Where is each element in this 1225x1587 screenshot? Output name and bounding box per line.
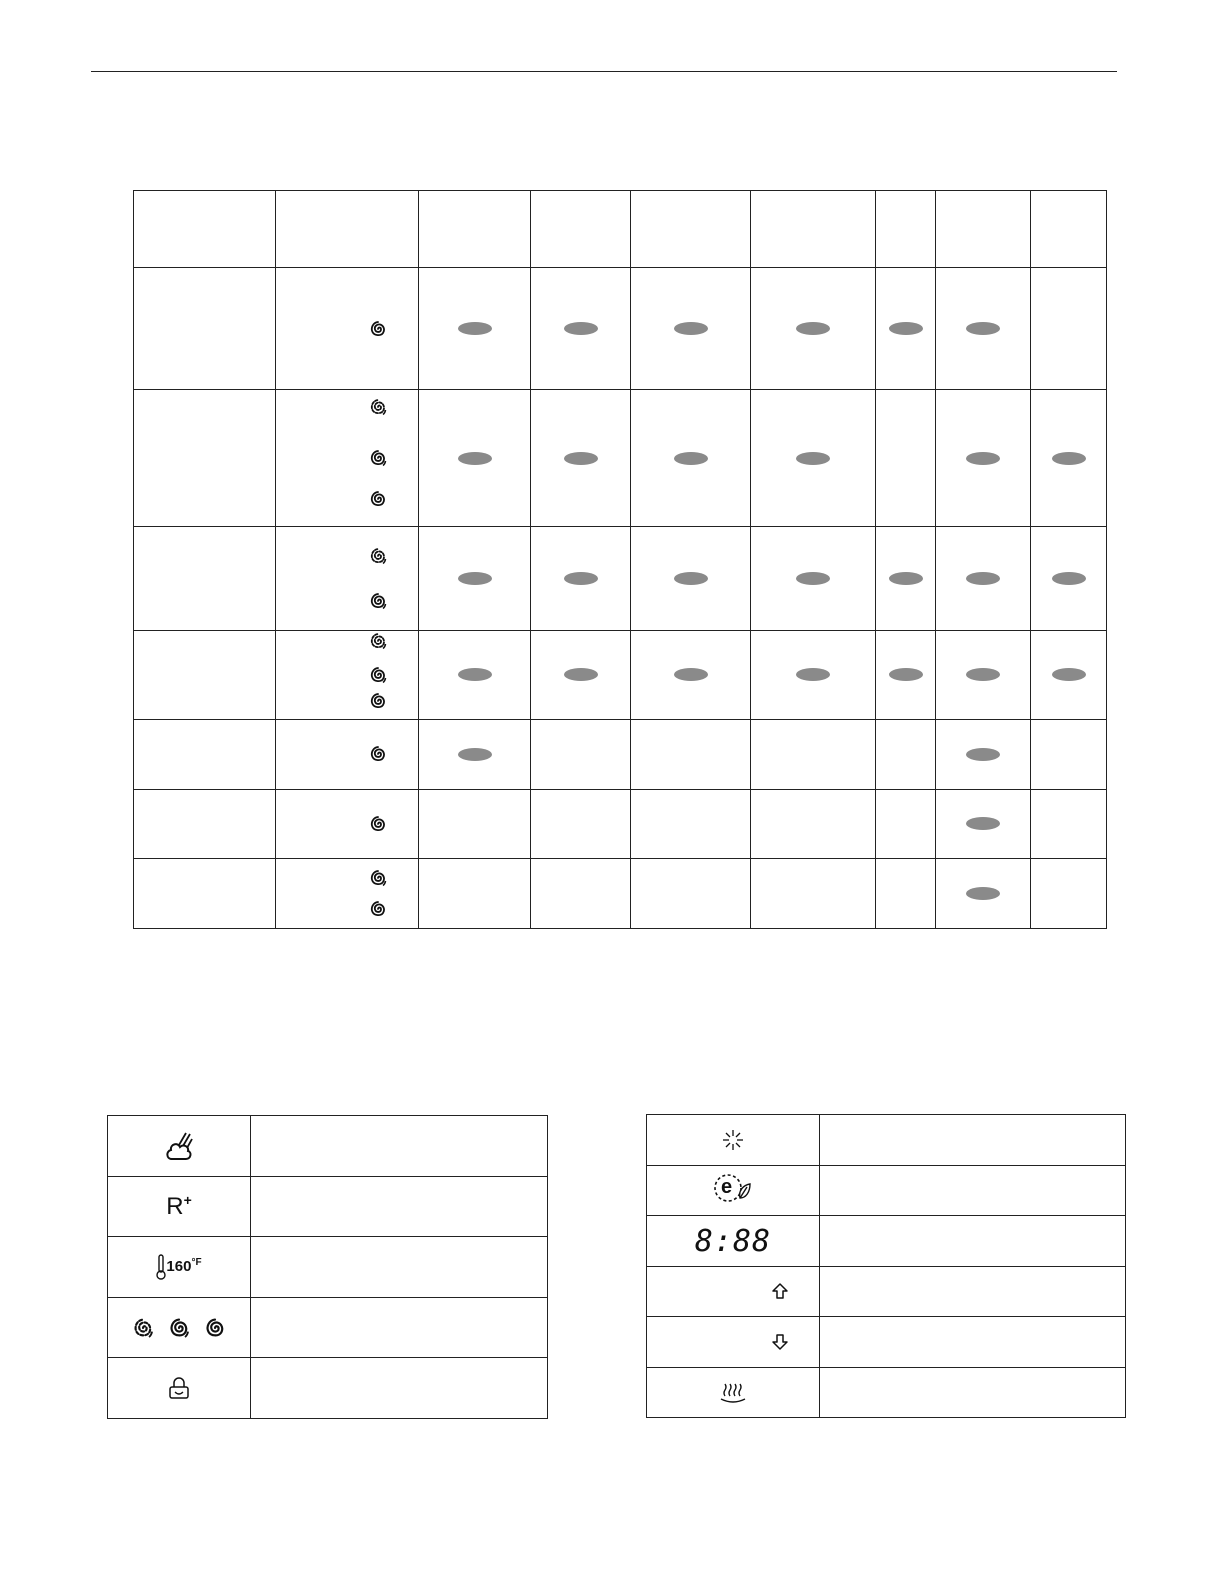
heavy-soil-icon bbox=[368, 691, 388, 711]
option-cell bbox=[1031, 858, 1107, 928]
option-available-dot bbox=[966, 817, 1000, 830]
option-cell bbox=[418, 789, 531, 858]
steam-icon bbox=[164, 1137, 194, 1154]
arrow-up-icon bbox=[771, 1283, 789, 1300]
option-cell bbox=[1031, 527, 1107, 630]
option-cell bbox=[418, 858, 531, 928]
medium-soil-icon bbox=[368, 665, 388, 685]
legend-table-left bbox=[107, 1115, 548, 1419]
energy-saver-glyph: e bbox=[721, 1176, 733, 1198]
light-soil-icon bbox=[368, 546, 388, 566]
option-available-dot bbox=[889, 572, 923, 585]
legend-description-cell bbox=[251, 1237, 548, 1298]
option-available-dot bbox=[966, 452, 1000, 465]
soil-level-cell bbox=[275, 789, 418, 858]
option-cell bbox=[1031, 630, 1107, 719]
option-cell bbox=[418, 527, 531, 630]
legend-description-cell bbox=[251, 1298, 548, 1358]
legend-row bbox=[108, 1116, 548, 1177]
legend-icon-cell bbox=[647, 1115, 820, 1166]
option-cell bbox=[876, 789, 936, 858]
option-available-dot bbox=[966, 748, 1000, 761]
medium-soil-icon bbox=[368, 868, 388, 888]
option-cell bbox=[936, 268, 1031, 390]
table-row bbox=[134, 630, 1107, 719]
legend-row bbox=[108, 1237, 548, 1298]
legend-description-cell bbox=[251, 1358, 548, 1419]
option-cell bbox=[751, 719, 876, 789]
legend-description-cell bbox=[820, 1317, 1126, 1368]
option-available-dot bbox=[674, 452, 708, 465]
option-available-dot bbox=[458, 668, 492, 681]
sanitize-temp-unit: °F bbox=[191, 1256, 202, 1268]
header-cell bbox=[751, 191, 876, 268]
option-cell bbox=[1031, 268, 1107, 390]
child-lock-icon bbox=[168, 1379, 190, 1396]
option-available-dot bbox=[1052, 572, 1086, 585]
option-cell bbox=[1031, 390, 1107, 527]
legend-icon-cell bbox=[647, 1317, 820, 1368]
legend-row bbox=[108, 1177, 548, 1237]
light-soil-icon bbox=[368, 631, 388, 651]
option-cell bbox=[876, 719, 936, 789]
heavy-soil-icon bbox=[368, 319, 388, 339]
option-available-dot bbox=[458, 322, 492, 335]
option-cell bbox=[936, 527, 1031, 630]
option-available-dot bbox=[564, 452, 598, 465]
legend-icon-cell bbox=[647, 1368, 820, 1418]
heavy-soil-icon bbox=[368, 899, 388, 919]
legend-description-cell bbox=[251, 1177, 548, 1237]
option-cell bbox=[531, 858, 631, 928]
soil-level-cell bbox=[275, 527, 418, 630]
legend-row bbox=[647, 1166, 1126, 1216]
legend-icon-cell bbox=[108, 1177, 251, 1237]
legend-icon-cell bbox=[647, 1267, 820, 1317]
option-cell bbox=[751, 858, 876, 928]
heavy-soil-icon bbox=[368, 814, 388, 834]
option-cell bbox=[876, 268, 936, 390]
table-row bbox=[134, 390, 1107, 527]
sanitize-temp-label: 160 bbox=[166, 1257, 192, 1275]
legend-description-cell bbox=[820, 1166, 1126, 1216]
legend-row bbox=[647, 1368, 1126, 1418]
heated-dry-icon bbox=[719, 1384, 747, 1401]
table-row bbox=[134, 719, 1107, 789]
option-cell bbox=[936, 630, 1031, 719]
option-cell bbox=[936, 789, 1031, 858]
option-cell bbox=[876, 390, 936, 527]
medium-soil-icon bbox=[368, 591, 388, 611]
option-cell bbox=[531, 527, 631, 630]
option-cell bbox=[418, 630, 531, 719]
table-row bbox=[134, 789, 1107, 858]
option-cell bbox=[418, 390, 531, 527]
cycle-name-cell bbox=[134, 390, 276, 527]
cycle-options-table bbox=[133, 190, 1107, 929]
option-available-dot bbox=[966, 668, 1000, 681]
heavy-soil-icon bbox=[368, 744, 388, 764]
option-cell bbox=[936, 858, 1031, 928]
soil-level-cell bbox=[275, 719, 418, 789]
option-cell bbox=[631, 268, 751, 390]
option-available-dot bbox=[674, 572, 708, 585]
option-cell bbox=[1031, 789, 1107, 858]
thermometer-icon bbox=[156, 1254, 166, 1280]
legend-description-cell bbox=[251, 1116, 548, 1177]
option-available-dot bbox=[796, 572, 830, 585]
cycle-name-cell bbox=[134, 268, 276, 390]
option-available-dot bbox=[458, 572, 492, 585]
soil-level-cell bbox=[275, 268, 418, 390]
cycle-name-cell bbox=[134, 527, 276, 630]
legend-icon-cell bbox=[108, 1237, 251, 1298]
legend-description-cell bbox=[820, 1368, 1126, 1418]
table-row bbox=[134, 858, 1107, 928]
arrow-down-icon bbox=[771, 1333, 789, 1350]
soil-level-cell bbox=[275, 630, 418, 719]
option-available-dot bbox=[796, 322, 830, 335]
soil-level-cell bbox=[275, 858, 418, 928]
legend-row bbox=[108, 1298, 548, 1358]
option-cell bbox=[531, 719, 631, 789]
option-cell bbox=[876, 630, 936, 719]
option-available-dot bbox=[966, 572, 1000, 585]
digital-display-icon: 8:88 bbox=[694, 1223, 772, 1259]
medium-soil-icon bbox=[167, 1319, 191, 1336]
legend-row bbox=[647, 1115, 1126, 1166]
option-cell bbox=[751, 527, 876, 630]
legend-row bbox=[647, 1267, 1126, 1317]
option-cell bbox=[876, 527, 936, 630]
option-available-dot bbox=[458, 452, 492, 465]
table-row bbox=[134, 527, 1107, 630]
top-rule bbox=[91, 71, 1117, 72]
legend-icon-cell bbox=[108, 1358, 251, 1419]
legend-description-cell bbox=[820, 1267, 1126, 1317]
option-cell bbox=[531, 390, 631, 527]
option-available-dot bbox=[458, 748, 492, 761]
light-soil-icon bbox=[368, 397, 388, 417]
option-cell bbox=[631, 527, 751, 630]
option-available-dot bbox=[889, 322, 923, 335]
legend-row bbox=[108, 1358, 548, 1419]
option-cell bbox=[531, 789, 631, 858]
option-cell bbox=[631, 858, 751, 928]
heavy-soil-icon bbox=[368, 489, 388, 509]
option-cell bbox=[531, 268, 631, 390]
option-available-dot bbox=[564, 668, 598, 681]
option-available-dot bbox=[966, 322, 1000, 335]
option-available-dot bbox=[674, 322, 708, 335]
cycle-name-cell bbox=[134, 630, 276, 719]
sparkle-icon bbox=[721, 1131, 745, 1148]
header-cell bbox=[134, 191, 276, 268]
soil-level-icons bbox=[125, 1319, 233, 1336]
option-available-dot bbox=[966, 887, 1000, 900]
table-row bbox=[134, 268, 1107, 390]
energy-saver-icon bbox=[713, 1172, 753, 1204]
legend-row bbox=[647, 1216, 1126, 1267]
option-cell bbox=[751, 630, 876, 719]
cycle-name-cell bbox=[134, 858, 276, 928]
legend-icon-cell bbox=[108, 1116, 251, 1177]
option-cell bbox=[418, 268, 531, 390]
option-available-dot bbox=[1052, 668, 1086, 681]
option-cell bbox=[751, 390, 876, 527]
option-available-dot bbox=[796, 452, 830, 465]
option-cell bbox=[631, 719, 751, 789]
legend-icon-cell bbox=[647, 1216, 820, 1267]
rinse-glyph: R bbox=[166, 1193, 184, 1220]
option-cell bbox=[751, 268, 876, 390]
option-cell bbox=[531, 630, 631, 719]
legend-icon-cell bbox=[647, 1166, 820, 1216]
header-cell bbox=[876, 191, 936, 268]
cycle-name-cell bbox=[134, 719, 276, 789]
soil-level-cell bbox=[275, 390, 418, 527]
option-available-dot bbox=[1052, 452, 1086, 465]
header-cell bbox=[275, 191, 418, 268]
header-cell bbox=[631, 191, 751, 268]
option-cell bbox=[876, 858, 936, 928]
header-cell bbox=[936, 191, 1031, 268]
option-cell bbox=[631, 630, 751, 719]
light-soil-icon bbox=[131, 1319, 155, 1336]
rinse-plus-icon bbox=[166, 1193, 192, 1220]
heavy-soil-icon bbox=[203, 1319, 227, 1336]
option-cell bbox=[751, 789, 876, 858]
option-available-dot bbox=[564, 572, 598, 585]
legend-description-cell bbox=[820, 1115, 1126, 1166]
option-available-dot bbox=[674, 668, 708, 681]
legend-icon-cell bbox=[108, 1298, 251, 1358]
legend-table-right bbox=[646, 1114, 1126, 1418]
sanitize-160f-icon bbox=[156, 1258, 201, 1275]
option-cell bbox=[1031, 719, 1107, 789]
cycle-name-cell bbox=[134, 789, 276, 858]
header-cell bbox=[1031, 191, 1107, 268]
table-header-row bbox=[134, 191, 1107, 268]
legend-description-cell bbox=[820, 1216, 1126, 1267]
option-cell bbox=[631, 390, 751, 527]
rinse-plus-sup: + bbox=[183, 1192, 192, 1208]
option-cell bbox=[936, 390, 1031, 527]
medium-soil-icon bbox=[368, 448, 388, 468]
option-cell bbox=[631, 789, 751, 858]
option-available-dot bbox=[796, 668, 830, 681]
legend-row bbox=[647, 1317, 1126, 1368]
header-cell bbox=[418, 191, 531, 268]
option-available-dot bbox=[889, 668, 923, 681]
option-cell bbox=[418, 719, 531, 789]
header-cell bbox=[531, 191, 631, 268]
option-cell bbox=[936, 719, 1031, 789]
option-available-dot bbox=[564, 322, 598, 335]
